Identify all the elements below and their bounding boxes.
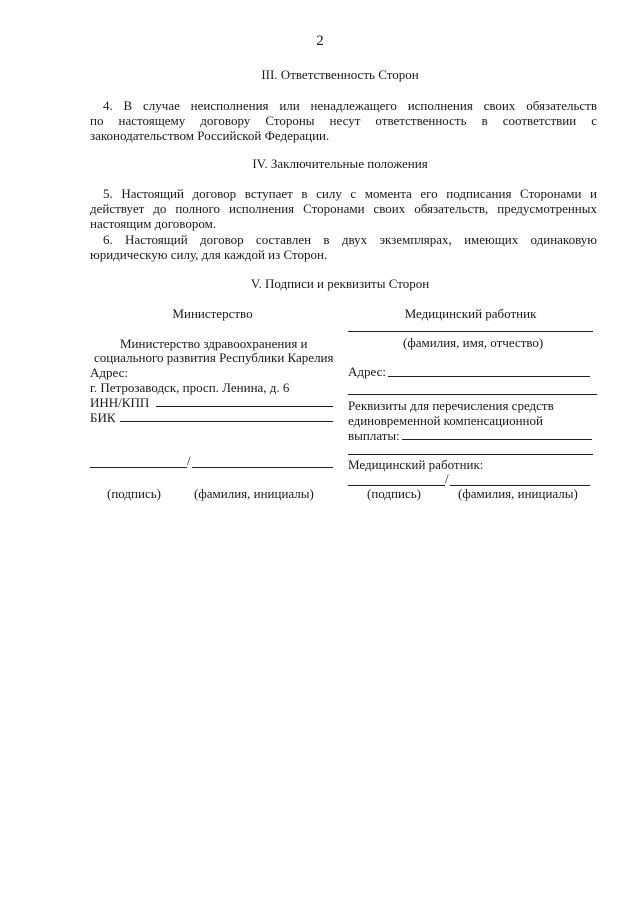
ministry-column-title: Министерство [172,306,253,321]
worker-signature-slash: / [445,471,449,486]
worker-requisites-line [402,439,592,440]
clause-4-line-1: 4. В случае неисполнения или ненадлежащего исполнения своих обязательств [103,98,597,113]
ministry-bik-label: БИК [90,410,116,425]
section-4-heading: IV. Заключительные положения [252,156,428,171]
worker-requisites-line-extra [348,454,593,455]
worker-column-title: Медицинский работник [404,306,537,321]
worker-address-line [388,376,590,377]
worker-name-caption: (фамилия, инициалы) [458,486,578,501]
worker-label: Медицинский работник: [348,457,484,472]
ministry-signature-slash: / [187,453,191,468]
worker-fio-line [348,331,593,332]
worker-requisites-line-1: Реквизиты для перечисления средств [348,398,554,413]
ministry-bik-line [120,421,333,422]
ministry-signature-caption: (подпись) [107,486,161,501]
worker-address-separator [348,394,597,395]
ministry-name-caption: (фамилия, инициалы) [194,486,314,501]
ministry-inn-line [156,406,333,407]
clause-6-line-1: 6. Настоящий договор составлен в двух экземплярах, имеющих одинаковую [103,232,597,247]
worker-requisites-line-2: единовременной компенсационной [348,413,543,428]
page-number: 2 [316,33,324,49]
clause-5-line-3: настоящим договором. [90,216,217,231]
ministry-name-line-2: социального развития Республики Карелия [94,350,334,365]
clause-6-line-2: юридическую силу, для каждой из Сторон. [90,247,328,262]
ministry-address-label: Адрес: [90,365,128,380]
section-3-heading: III. Ответственность Сторон [261,67,419,82]
ministry-name-line-1: Министерство здравоохранения и [120,336,308,351]
clause-5-line-1: 5. Настоящий договор вступает в силу с момента его подписания Сторонами и [103,186,597,201]
ministry-inn-label: ИНН/КПП [90,395,150,410]
worker-fio-caption: (фамилия, имя, отчество) [403,335,544,350]
ministry-address-value: г. Петрозаводск, просп. Ленина, д. 6 [90,380,290,395]
clause-4-line-2: по настоящему договору Стороны несут ответственность в соответствии с [90,113,597,128]
clause-4-line-3: законодательством Российской Федерации. [90,128,330,143]
ministry-name-line [192,467,333,468]
worker-signature-caption: (подпись) [367,486,421,501]
clause-5-line-2: действует до полного исполнения Сторонами своих обязательств, предусмотренных [90,201,597,216]
worker-requisites-line-3: выплаты: [348,428,400,443]
worker-address-label: Адрес: [348,364,386,379]
section-5-heading: V. Подписи и реквизиты Сторон [250,276,430,291]
ministry-signature-line [90,467,187,468]
